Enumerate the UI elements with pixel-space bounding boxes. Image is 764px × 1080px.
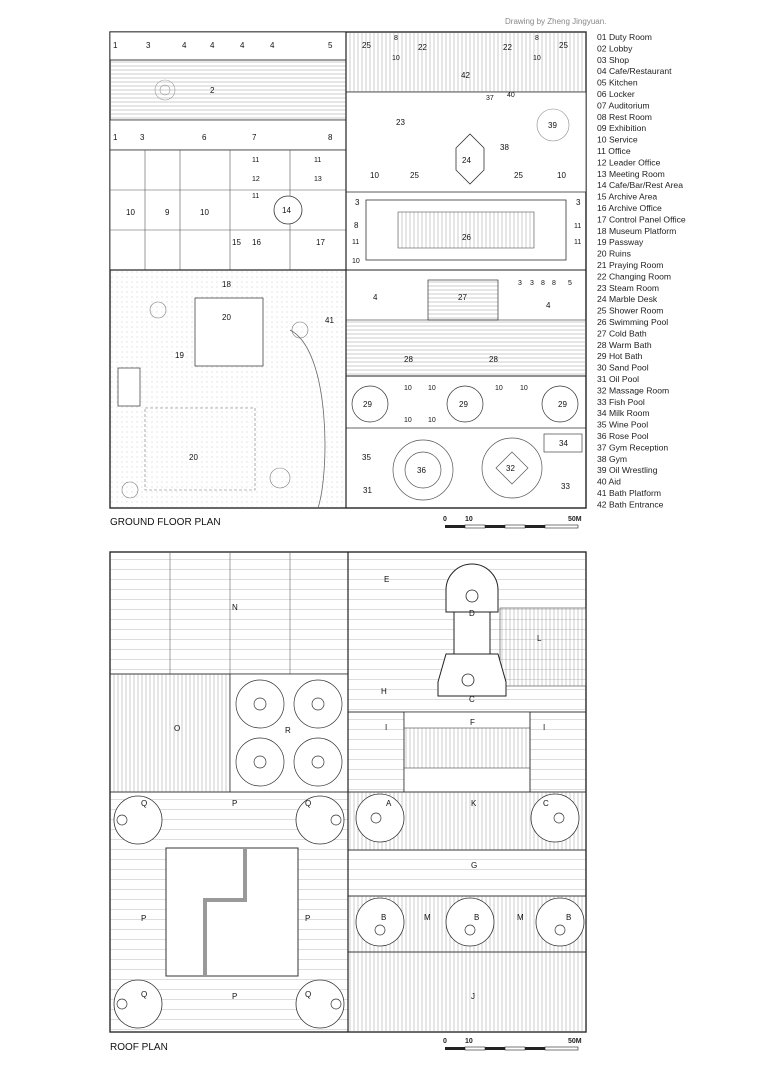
room-label: 25 bbox=[559, 41, 568, 50]
roof-label: K bbox=[471, 799, 477, 808]
roof-label: Q bbox=[305, 799, 312, 808]
room-label: 11 bbox=[252, 157, 260, 164]
room-label: 19 bbox=[175, 351, 184, 360]
room-label: 8 bbox=[535, 35, 539, 42]
room-label: 24 bbox=[462, 156, 471, 165]
roof-label: B bbox=[566, 913, 572, 922]
room-label: 11 bbox=[574, 239, 582, 246]
roof-label: Q bbox=[141, 990, 148, 999]
room-label: 2 bbox=[210, 86, 215, 95]
roof-label: D bbox=[469, 609, 475, 618]
legend-item: 05 Kitchen bbox=[597, 77, 638, 88]
legend-item: 15 Archive Area bbox=[597, 191, 658, 202]
room-label: 10 bbox=[404, 385, 412, 392]
room-label: 8 bbox=[552, 280, 556, 287]
room-label: 18 bbox=[222, 280, 231, 289]
scale-ten: 10 bbox=[465, 516, 473, 523]
room-label: 11 bbox=[314, 157, 322, 164]
room-label: 28 bbox=[489, 355, 498, 364]
legend-item: 28 Warm Bath bbox=[597, 339, 652, 350]
room-label: 10 bbox=[520, 385, 528, 392]
scale-fifty: 50M bbox=[568, 1038, 582, 1045]
room-label: 10 bbox=[495, 385, 503, 392]
room-label: 29 bbox=[363, 400, 372, 409]
roof-label: P bbox=[232, 799, 238, 808]
room-label: 3 bbox=[140, 133, 145, 142]
legend-item: 29 Hot Bath bbox=[597, 351, 643, 362]
legend-item: 30 Sand Pool bbox=[597, 362, 649, 373]
roof-label: P bbox=[232, 992, 238, 1001]
scale-fifty: 50M bbox=[568, 516, 582, 523]
room-label: 25 bbox=[410, 171, 419, 180]
legend-item: 35 Wine Pool bbox=[597, 419, 649, 430]
legend-item: 27 Cold Bath bbox=[597, 328, 647, 339]
room-label: 16 bbox=[252, 238, 261, 247]
room-label: 39 bbox=[548, 121, 557, 130]
room-label: 38 bbox=[500, 143, 509, 152]
roof-label: L bbox=[537, 634, 542, 643]
legend-item: 17 Control Panel Office bbox=[597, 214, 686, 225]
room-label: 33 bbox=[561, 482, 570, 491]
room-label: 8 bbox=[328, 133, 333, 142]
room-label: 3 bbox=[576, 198, 581, 207]
legend-item: 20 Ruins bbox=[597, 248, 631, 259]
room-label: 42 bbox=[461, 71, 470, 80]
legend-item: 25 Shower Room bbox=[597, 305, 664, 316]
room-legend bbox=[597, 32, 686, 509]
legend-item: 38 Gym bbox=[597, 453, 628, 464]
room-label: 10 bbox=[200, 208, 209, 217]
legend-item: 33 Fish Pool bbox=[597, 396, 645, 407]
room-label: 40 bbox=[507, 92, 515, 99]
legend-item: 26 Swimming Pool bbox=[597, 317, 669, 327]
room-label: 8 bbox=[394, 35, 398, 42]
ground-floor-plan bbox=[110, 32, 586, 508]
legend-item: 02 Lobby bbox=[597, 43, 633, 54]
room-label: 8 bbox=[541, 280, 545, 287]
roof-label: E bbox=[384, 575, 390, 584]
legend-item: 36 Rose Pool bbox=[597, 431, 649, 441]
roof-label: C bbox=[469, 695, 475, 704]
room-label: 22 bbox=[418, 43, 427, 52]
roof-label: R bbox=[285, 726, 291, 735]
room-label: 4 bbox=[270, 41, 275, 50]
roof-label: H bbox=[381, 687, 387, 696]
room-label: 25 bbox=[514, 171, 523, 180]
roof-label: B bbox=[474, 913, 480, 922]
legend-item: 21 Praying Room bbox=[597, 260, 664, 270]
roof-plan bbox=[110, 552, 586, 1032]
room-label: 6 bbox=[202, 133, 207, 142]
room-label: 5 bbox=[328, 41, 333, 50]
legend-item: 11 Office bbox=[597, 146, 631, 156]
room-label: 4 bbox=[182, 41, 187, 50]
legend-item: 23 Steam Room bbox=[597, 282, 660, 293]
room-label: 25 bbox=[362, 41, 371, 50]
room-label: 29 bbox=[459, 400, 468, 409]
legend-item: 40 Aid bbox=[597, 476, 621, 487]
room-label: 15 bbox=[232, 238, 241, 247]
legend-item: 31 Oil Pool bbox=[597, 374, 640, 384]
room-label: 4 bbox=[373, 293, 378, 302]
roof-label: B bbox=[381, 913, 387, 922]
room-label: 17 bbox=[316, 238, 325, 247]
legend-item: 16 Archive Office bbox=[597, 203, 662, 213]
scale-zero: 0 bbox=[443, 516, 447, 523]
legend-item: 24 Marble Desk bbox=[597, 294, 658, 305]
room-label: 20 bbox=[222, 313, 231, 322]
legend-item: 42 Bath Entrance bbox=[597, 499, 664, 510]
room-label: 20 bbox=[189, 453, 198, 462]
room-label: 3 bbox=[355, 198, 360, 207]
room-label: 27 bbox=[458, 293, 467, 302]
roof-label: I bbox=[385, 723, 388, 732]
room-label: 36 bbox=[417, 466, 426, 475]
room-label: 13 bbox=[314, 176, 322, 183]
room-label: 23 bbox=[396, 118, 405, 127]
roof-label: P bbox=[141, 914, 147, 923]
scale-ten: 10 bbox=[465, 1038, 473, 1045]
drawing-credit: Drawing by Zheng Jingyuan. bbox=[505, 17, 607, 26]
legend-item: 10 Service bbox=[597, 134, 638, 145]
room-label: 41 bbox=[325, 316, 334, 325]
room-label: 10 bbox=[557, 171, 566, 180]
room-label: 26 bbox=[462, 233, 471, 242]
roof-plan-title: ROOF PLAN bbox=[110, 1042, 168, 1053]
legend-item: 37 Gym Reception bbox=[597, 442, 669, 453]
legend-item: 13 Meeting Room bbox=[597, 168, 665, 179]
legend-item: 34 Milk Room bbox=[597, 408, 650, 419]
roof-label: G bbox=[471, 861, 478, 870]
room-label: 9 bbox=[165, 208, 170, 217]
roof-label: J bbox=[471, 992, 475, 1001]
legend-item: 14 Cafe/Bar/Rest Area bbox=[597, 180, 683, 191]
room-label: 3 bbox=[146, 41, 151, 50]
room-label: 35 bbox=[362, 453, 371, 462]
legend-item: 08 Rest Room bbox=[597, 111, 652, 122]
legend-item: 41 Bath Platform bbox=[597, 488, 662, 498]
room-label: 11 bbox=[252, 193, 260, 200]
roof-label: M bbox=[424, 913, 431, 922]
room-label: 4 bbox=[240, 41, 245, 50]
legend-item: 07 Auditorium bbox=[597, 100, 650, 111]
legend-item: 32 Massage Room bbox=[597, 385, 670, 396]
roof-label: I bbox=[543, 723, 546, 732]
legend-item: 03 Shop bbox=[597, 54, 630, 65]
legend-item: 18 Museum Platform bbox=[597, 225, 677, 236]
roof-label: C bbox=[543, 799, 549, 808]
room-label: 4 bbox=[546, 301, 551, 310]
room-label: 31 bbox=[363, 486, 372, 495]
roof-label: P bbox=[305, 914, 311, 923]
room-label: 10 bbox=[533, 55, 541, 62]
room-label: 7 bbox=[252, 133, 257, 142]
legend-item: 12 Leader Office bbox=[597, 157, 661, 168]
legend-item: 19 Passway bbox=[597, 237, 644, 248]
scale-bar-roof bbox=[443, 1038, 582, 1050]
room-label: 3 bbox=[518, 280, 522, 287]
room-label: 12 bbox=[252, 176, 260, 183]
roof-label: Q bbox=[305, 990, 312, 999]
room-label: 37 bbox=[486, 95, 494, 102]
room-label: 11 bbox=[574, 223, 582, 230]
roof-label: A bbox=[386, 799, 392, 808]
room-label: 28 bbox=[404, 355, 413, 364]
room-label: 5 bbox=[568, 280, 572, 287]
roof-label: Q bbox=[141, 799, 148, 808]
room-label: 10 bbox=[352, 258, 360, 265]
scale-bar-ground bbox=[443, 516, 582, 528]
legend-item: 22 Changing Room bbox=[597, 271, 672, 282]
room-label: 22 bbox=[503, 43, 512, 52]
roof-label: M bbox=[517, 913, 524, 922]
roof-label: F bbox=[470, 718, 475, 727]
room-label: 10 bbox=[428, 385, 436, 392]
room-label: 11 bbox=[352, 239, 360, 246]
legend-item: 39 Oil Wrestling bbox=[597, 465, 658, 476]
room-label: 10 bbox=[370, 171, 379, 180]
room-label: 4 bbox=[210, 41, 215, 50]
roof-label: O bbox=[174, 724, 181, 733]
room-label: 34 bbox=[559, 439, 568, 448]
room-label: 1 bbox=[113, 41, 118, 50]
legend-item: 04 Cafe/Restaurant bbox=[597, 66, 672, 77]
room-label: 10 bbox=[126, 208, 135, 217]
room-label: 8 bbox=[354, 221, 359, 230]
ground-floor-plan-title: GROUND FLOOR PLAN bbox=[110, 517, 221, 528]
room-label: 10 bbox=[404, 417, 412, 424]
legend-item: 01 Duty Room bbox=[597, 32, 652, 42]
legend-item: 06 Locker bbox=[597, 89, 635, 99]
scale-zero: 0 bbox=[443, 1038, 447, 1045]
legend-item: 09 Exhibition bbox=[597, 123, 647, 134]
room-label: 3 bbox=[530, 280, 534, 287]
room-label: 32 bbox=[506, 464, 515, 473]
room-label: 10 bbox=[392, 55, 400, 62]
roof-label: N bbox=[232, 603, 238, 612]
room-label: 1 bbox=[113, 133, 118, 142]
room-label: 14 bbox=[282, 206, 291, 215]
room-label: 10 bbox=[428, 417, 436, 424]
room-label: 29 bbox=[558, 400, 567, 409]
